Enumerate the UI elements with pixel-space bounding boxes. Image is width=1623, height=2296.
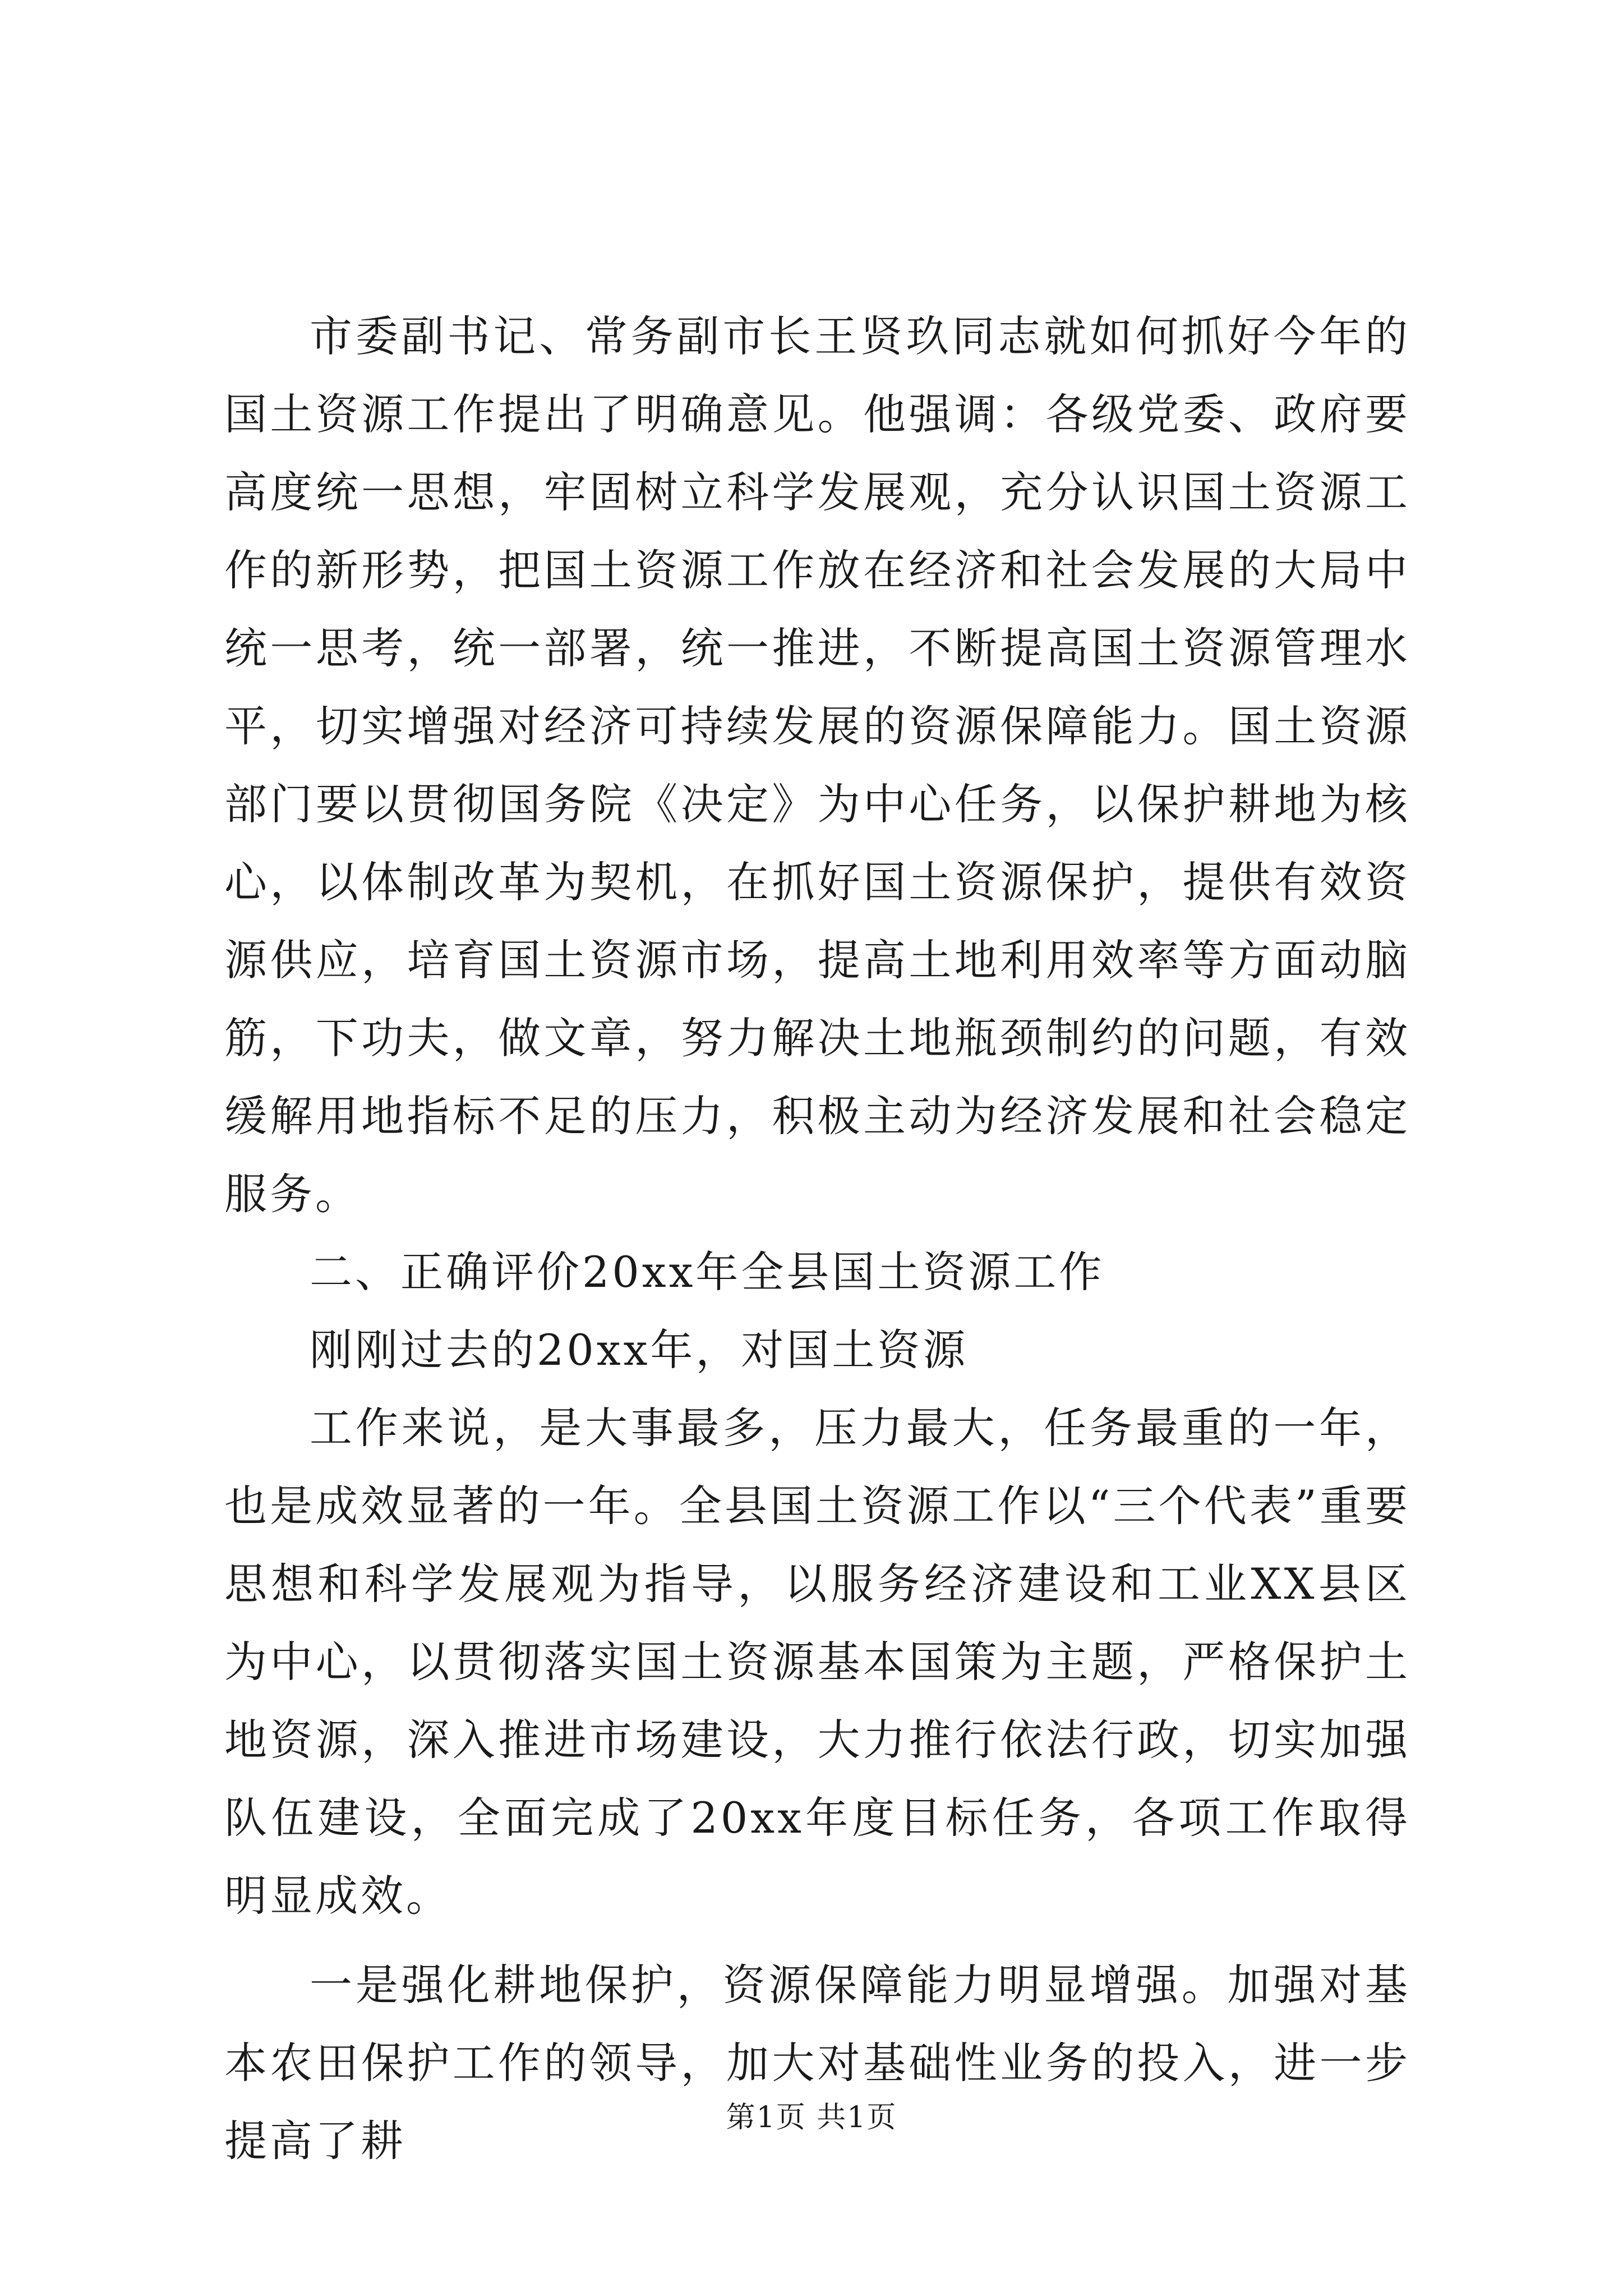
document-body [224, 297, 1410, 2180]
section-heading-2: 二、正确评价20xx年全县国土资源工作 [310, 1247, 1105, 1297]
paragraph-leader-remarks: 市委副书记、常务副市长王贤玖同志就如何抓好今年的国土资源工作提出了明确意见。他强调：各级党委、政府要高度统一思想，牢固树立科学发展观，充分认识国土资源工作的新形势，把国土资源工作放在经济和社会发展的大局中统一思考，统一部署，统一推进，不断提高国土资源管理水平，切实增强对经济可持续发展的资源保障能力。国土资源部门要以贯彻国务院《决定》为中心任务，以保护耕地为核心，以体制改革为契机，在抓好国土资源保护，提供有效资源供应，培育国土资源市场，提高土地利用效率等方面动脑筋，下功夫，做文章，努力解决土地瓶颈制约的问题，有效缓解用地指标不足的压力，积极主动为经济发展和社会稳定服务。 [224, 311, 1410, 1219]
paragraph-year-intro: 刚刚过去的20xx年，对国土资源 [310, 1325, 969, 1375]
paragraph-year-summary: 工作来说，是大事最多，压力最大，任务最重的一年，也是成效显著的一年。全县国土资源工作以“三个代表”重要思想和科学发展观为指导，以服务经济建设和工业XX县区为中心，以贯彻落实国土资源基本国策为主题，严格保护土地资源，深入推进市场建设，大力推行依法行政，切实加强队伍建设，全面完成了20xx年度目标任务，各项工作取得明显成效。 [224, 1403, 1410, 1921]
paragraph-farmland-protection: 一是强化耕地保护，资源保障能力明显增强。加强对基本农田保护工作的领导，加大对基础性业务的投入，进一步提高了耕 [224, 1960, 1410, 2166]
page-footer: 第1页 共1页 [726, 2101, 897, 2134]
